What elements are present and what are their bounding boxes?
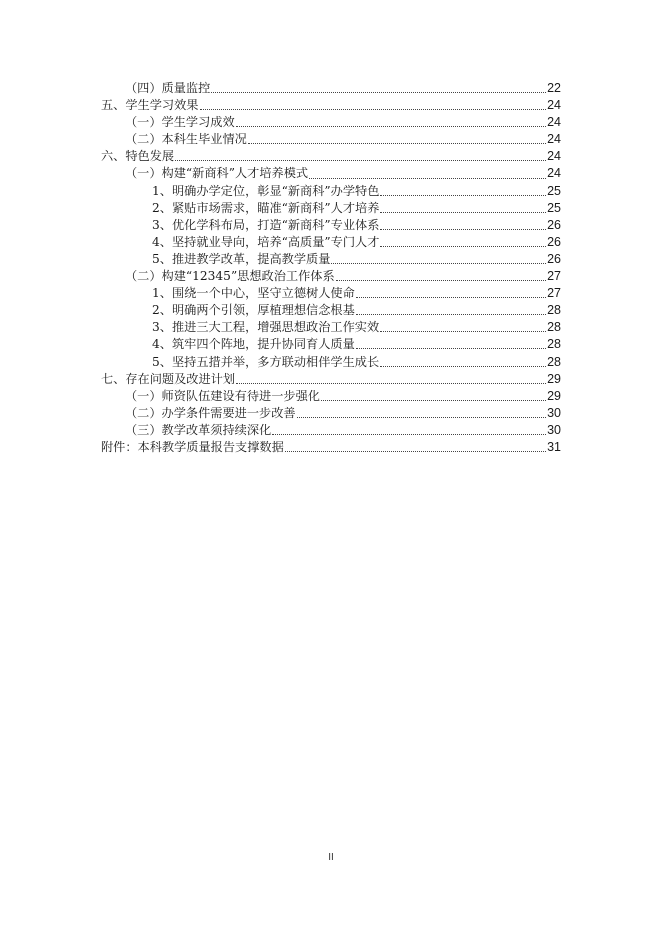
dot-leader [380, 212, 546, 213]
toc-entry[interactable] [101, 439, 561, 456]
toc-entry-title: 2、明确两个引领，厚植理想信念根基 [152, 303, 355, 318]
toc-entry[interactable] [101, 405, 561, 422]
dot-leader [309, 178, 546, 179]
toc-entry-page: 28 [547, 354, 561, 369]
toc-entry[interactable] [101, 302, 561, 319]
toc-entry[interactable] [101, 422, 561, 439]
dot-leader [380, 246, 546, 247]
toc-entry-title: （一）学生学习成效 [125, 115, 235, 130]
toc-entry-page: 30 [547, 422, 561, 437]
toc-entry-page: 27 [547, 286, 561, 301]
toc-entry-title: 4、筑牢四个阵地，提升协同育人质量 [152, 337, 355, 352]
toc-entry[interactable] [101, 336, 561, 353]
dot-leader [175, 160, 546, 161]
dot-leader [200, 109, 547, 110]
toc-entry-title: 5、坚持五措并举，多方联动相伴学生成长 [152, 354, 380, 369]
toc-entry[interactable] [101, 131, 561, 148]
dot-leader [272, 434, 546, 435]
toc-entry-page: 30 [547, 405, 561, 420]
toc-entry-title: 5、推进教学改革，提高教学质量 [152, 251, 331, 266]
toc-entry-title: （一）构建“新商科”人才培养模式 [125, 166, 309, 181]
dot-leader [236, 126, 546, 127]
toc-entry-page: 29 [547, 388, 561, 403]
toc-entry-title: 1、围绕一个中心，坚守立德树人使命 [152, 286, 355, 301]
toc-entry[interactable] [101, 114, 561, 131]
toc-entry-page: 28 [547, 337, 561, 352]
toc-entry-page: 26 [547, 217, 561, 232]
dot-leader [336, 280, 546, 281]
toc-entry[interactable] [101, 234, 561, 251]
toc-entry[interactable] [101, 285, 561, 302]
toc-entry-page: 25 [547, 183, 561, 198]
toc-entry[interactable] [101, 251, 561, 268]
toc-entry[interactable] [101, 371, 561, 388]
toc-entry[interactable] [101, 200, 561, 217]
toc-entry-page: 25 [547, 200, 561, 215]
dot-leader [211, 92, 546, 93]
toc-entry-title: 3、推进三大工程，增强思想政治工作实效 [152, 320, 380, 335]
toc-entry-page: 24 [547, 115, 561, 130]
toc-entry-title: 2、紧贴市场需求，瞄准“新商科”人才培养 [152, 200, 380, 215]
toc-entry-page: 29 [547, 371, 561, 386]
toc-entry-page: 31 [547, 439, 561, 454]
toc-entry[interactable] [101, 217, 561, 234]
toc-entry-page: 22 [547, 81, 561, 95]
toc-entry-page: 24 [547, 132, 561, 147]
toc-entry-title: 七、存在问题及改进计划 [101, 371, 236, 386]
dot-leader [356, 314, 546, 315]
toc-entry-page: 24 [547, 98, 561, 113]
toc-entry[interactable] [101, 165, 561, 182]
dot-leader [380, 229, 546, 230]
toc-entry-page: 26 [547, 251, 561, 266]
dot-leader [356, 348, 546, 349]
toc-entry[interactable] [101, 97, 561, 114]
toc-entry-title: （三）教学改革须持续深化 [125, 422, 272, 437]
dot-leader [331, 263, 546, 264]
dot-leader [380, 366, 546, 367]
toc-entry-page: 28 [547, 303, 561, 318]
dot-leader [236, 383, 546, 384]
toc-entry[interactable] [101, 388, 561, 405]
toc-entry-title: （一）师资队伍建设有待进一步强化 [125, 388, 320, 403]
toc-entry-page: 27 [547, 269, 561, 284]
dot-leader [380, 195, 546, 196]
dot-leader [380, 331, 546, 332]
toc-entry-title: 3、优化学科布局，打造“新商科”专业体系 [152, 217, 380, 232]
dot-leader [285, 451, 546, 452]
toc-entry-page: 28 [547, 320, 561, 335]
toc-entry-page: 26 [547, 234, 561, 249]
dot-leader [248, 143, 546, 144]
dot-leader [356, 297, 546, 298]
toc-entry[interactable] [101, 319, 561, 336]
toc-entry-title: 六、特色发展 [101, 149, 175, 164]
page-number: II [328, 852, 334, 863]
toc-entry-title: （二）办学条件需要进一步改善 [125, 405, 296, 420]
toc-entry-title: （二）本科生毕业情况 [125, 132, 247, 147]
toc-entry[interactable] [101, 183, 561, 200]
toc-entry-title: （四）质量监控 [125, 81, 211, 95]
toc-entry-title: 4、坚持就业导向，培养“高质量”专门人才 [152, 234, 380, 249]
dot-leader [321, 400, 546, 401]
toc-entry-page: 24 [547, 166, 561, 181]
toc-entry-title: 五、学生学习效果 [101, 98, 199, 113]
toc-entry-title: 附件：本科教学质量报告支撑数据 [101, 439, 284, 454]
table-of-contents [101, 80, 561, 456]
dot-leader [297, 417, 546, 418]
toc-entry-page: 24 [547, 149, 561, 164]
toc-entry[interactable] [101, 148, 561, 165]
toc-entry-title: 1、明确办学定位，彰显“新商科”办学特色 [152, 183, 380, 198]
toc-entry[interactable] [101, 354, 561, 371]
toc-entry-title: （二）构建“12345”思想政治工作体系 [125, 269, 335, 284]
toc-entry[interactable] [101, 268, 561, 285]
toc-entry[interactable] [101, 80, 561, 97]
